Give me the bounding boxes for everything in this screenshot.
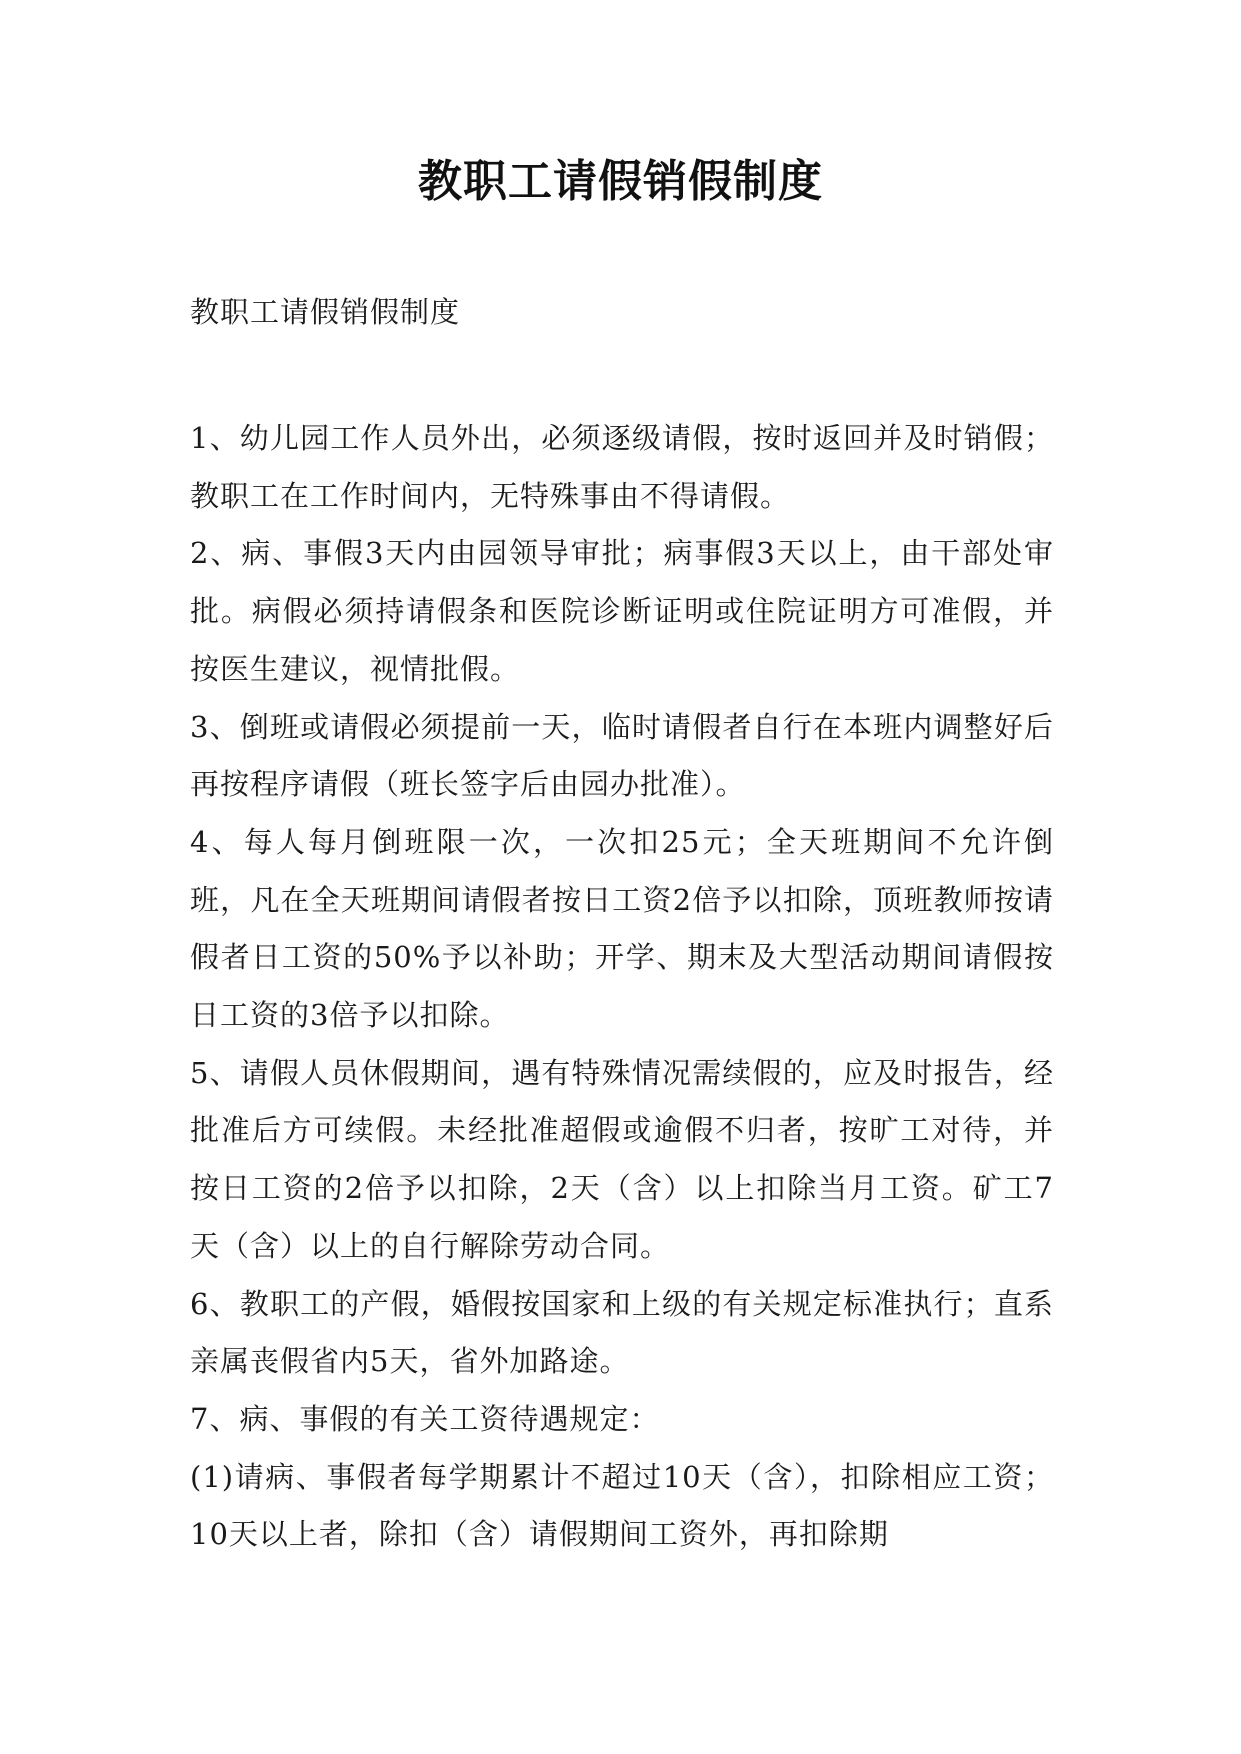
- paragraph-4: 4、每人每月倒班限一次，一次扣25元；全天班期间不允许倒班，凡在全天班期间请假者按日工资2倍予以扣除，顶班教师按请假者日工资的50%予以补助；开学、期末及大型活动期间请假按日工资的3倍予以扣除。: [190, 824, 1054, 1033]
- paragraph-5: 5、请假人员休假期间，遇有特殊情况需续假的，应及时报告，经批准后方可续假。未经批准超假或逾假不归者，按旷工对待，并按日工资的2倍予以扣除，2天（含）以上扣除当月工资。矿工7天（含）以上的自行解除劳动合同。: [190, 1055, 1054, 1263]
- paragraph-8: (1)请病、事假者每学期累计不超过10天（含），扣除相应工资；10天以上者，除扣（含）请假期间工资外，再扣除期: [190, 1459, 1054, 1552]
- paragraph-3: 3、倒班或请假必须提前一天，临时请假者自行在本班内调整好后再按程序请假（班长签字后由园办批准）。: [190, 709, 1054, 802]
- document-subtitle: 教职工请假销假制度: [190, 295, 461, 329]
- paragraph-1: 1、幼儿园工作人员外出，必须逐级请假，按时返回并及时销假；教职工在工作时间内，无特殊事由不得请假。: [190, 421, 1054, 513]
- paragraph-2: 2、病、事假3天内由园领导审批；病事假3天以上，由干部处审批。病假必须持请假条和医院诊断证明或住院证明方可准假，并按医生建议，视情批假。: [190, 536, 1054, 686]
- paragraph-6: 6、教职工的产假，婚假按国家和上级的有关规定标准执行；直系亲属丧假省内5天，省外加路途。: [190, 1286, 1054, 1379]
- document-body: [190, 410, 1054, 1564]
- document-title: 教职工请假销假制度: [418, 156, 823, 207]
- paragraph-7: 7、病、事假的有关工资待遇规定：: [190, 1401, 660, 1436]
